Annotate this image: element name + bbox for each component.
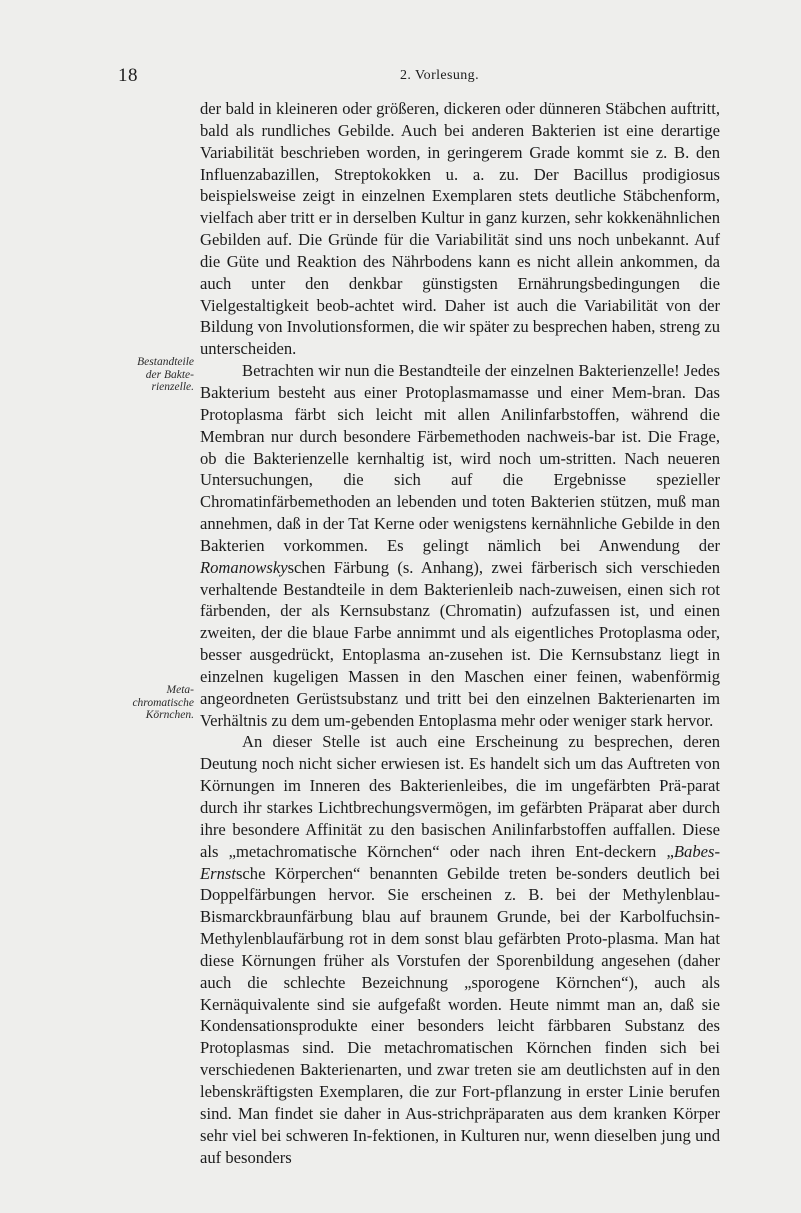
- paragraph-text: Betrachten wir nun die Bestandteile der einzelnen Bakterienzelle! Jedes Bakterium besteht aus einer Protoplasmamasse und einer Mem-bran. Das Protoplasma färbt sich leicht mit allen Anilinfarbstoffen, während die Membran nur durch besondere Färbemethoden nachweis-bar ist. Die Frage, ob die Bakterienzelle kernhaltig ist, wird noch um-stritten. Nach neueren Untersuchungen, die sich auf die Ergebnisse spezieller Chromatinfärbemethoden an lebenden und toten Bakterien stützen, muß man annehmen, daß in der Tat Kerne oder wenigstens kernähnliche Gebilde in den Bakterien vorkommen. Es gelingt nämlich bei Anwendung der: [200, 361, 720, 555]
- paragraph-bestandteile: [200, 360, 720, 731]
- margin-note-line: der Bakte-: [145, 368, 194, 381]
- paragraph-metachromatische-koernchen: [200, 731, 720, 1168]
- margin-note-line: rienzelle.: [151, 381, 194, 393]
- margin-note-metachromatische: [110, 684, 194, 722]
- paragraph-text: An dieser Stelle ist auch eine Erscheinung zu besprechen, deren Deutung noch nicht sicher erwiesen ist. Es handelt sich um das Auftreten von Körnungen im Inneren des Bakterienleibes, die im ungefärbten Prä-parat durch ihr starkes Lichtbrechungsvermögen, im gefärbten Präparat aber durch ihre besondere Affinität zu den basischen Anilinfarbstoffen auffallen. Diese als „metachromatische Körnchen“ oder nach ihren Ent-deckern „: [200, 732, 720, 861]
- margin-note-line: chromatische: [132, 696, 194, 709]
- page-number: 18: [118, 65, 138, 86]
- margin-note-bestandteile: [110, 356, 194, 394]
- margin-note-line: Körnchen.: [145, 709, 194, 721]
- running-title: 2. Vorlesung.: [400, 68, 479, 83]
- author-name-romanowsky: Romanowsky: [200, 557, 288, 577]
- body-text: [200, 98, 720, 1168]
- margin-note-line: Bestandteile: [137, 356, 194, 368]
- margin-note-line: Meta-: [166, 684, 194, 696]
- paragraph-text: sche Körperchen“ benannten Gebilde treten be-sonders deutlich bei Doppelfärbungen hervor. Sie erscheinen z. B. bei der Methylenblau-Bismarckbraunfärbung blau auf braunem Grunde, bei der Karbolfuchsin-Methylenblaufärbung rot in dem sonst blau gefärbten Proto-plasma. Man hat diese Körnungen früher als Vorstufen der Sporenbildung angesehen (daher auch die schlechte Bezeichnung „sporogene Körnchen“), auch als Kernäquivalente sind sie aufgefaßt worden. Heute nimmt man an, daß sie Kondensationsprodukte einer besonders leicht färbbaren Substanz des Protoplasmas sind. Die metachromatischen Körnchen finden sich bei verschiedenen Bakterienarten, und zwar treten sie am deutlichsten auf in den lebenskräftigsten Exemplaren, die zur Fort-pflanzung in erster Linie berufen sind. Man findet sie daher in Aus-strichpräparaten aus dem kranken Körper sehr viel bei schweren In-fektionen, in Kulturen nur, wenn dieselben jung und auf besonders: [200, 863, 720, 1167]
- paragraph-text: schen Färbung (s. Anhang), zwei färberisch sich verschieden verhaltende Bestandteile in dem Bakterienleib nach-zuweisen, einen sich rot färbenden, der als Kernsubstanz (Chromatin) aufzufassen ist, und einen zweiten, der die blaue Farbe annimmt und als eigentliches Protoplasma oder, besser ausgedrückt, Entoplasma an-zusehen ist. Die Kernsubstanz liegt in einzelnen kugeligen Massen in den Maschen einer feinen, wabenförmig angeordneten Gerüstsubstanz und tritt bei den einzelnen Bakterienarten im Verhältnis zu dem um-gebenden Entoplasma mehr oder weniger stark hervor.: [200, 557, 720, 730]
- author-name-babes-ernst: Babes-Ernst: [200, 841, 720, 883]
- paragraph-variabilitaet: der bald in kleineren oder größeren, dickeren oder dünneren Stäbchen auftritt, bald als rundliches Gebilde. Auch bei anderen Bakterien ist eine derartige Variabilität beschrieben worden, in geringerem Grade kommt sie z. B. den Influenzabazillen, Streptokokken u. a. zu. Der Bacillus prodigiosus beispielsweise zeigt in einzelnen Exemplaren stets deutliche Stäbchenform, vielfach aber tritt er in derselben Kultur in ganz kurzen, sehr kokkenähnlichen Gebilden auf. Die Gründe für die Variabilität sind uns noch unbekannt. Auf die Güte und Reaktion des Nährbodens kann es nicht allein ankommen, da auch unter den denkbar günstigsten Ernährungsbedingungen die Vielgestaltigkeit beob-achtet wird. Daher ist auch die Variabilität von der Bildung von Involutionsformen, die wir später zu besprechen haben, streng zu unterscheiden.: [200, 99, 720, 359]
